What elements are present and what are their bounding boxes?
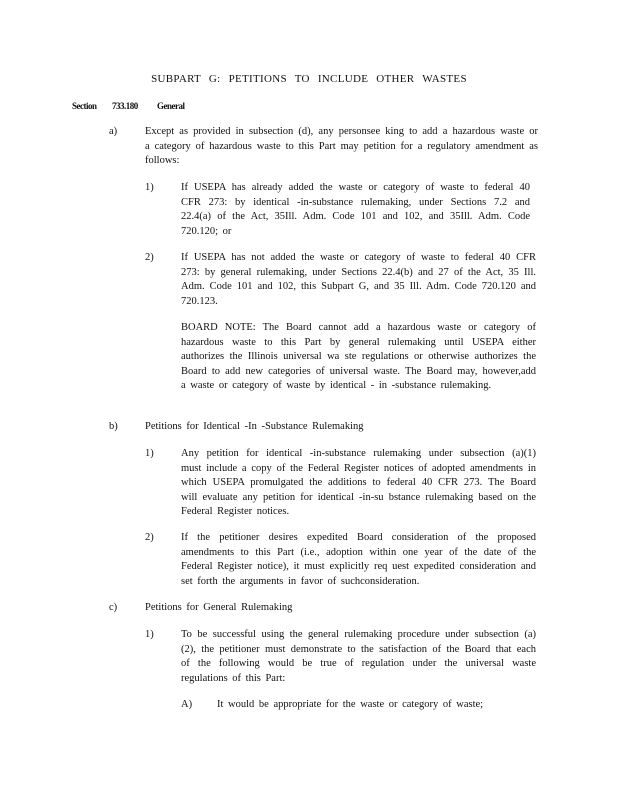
subsection-a1-marker: 1) bbox=[145, 182, 154, 193]
subsection-b1-text: Any petition for identical -in-substance rulemaking under subsection (a)(1) must include a copy of the Federal Register notices of adopted amendments in which USEPA promulgated the additions to federal 40 CFR 273. The Board will evaluate any petition for identical -in-su bstance rulemaking based on the Federal Register notices. bbox=[181, 448, 536, 517]
subsection-b1-marker: 1) bbox=[145, 448, 154, 459]
section-label: Section bbox=[72, 101, 97, 111]
subsection-b-heading: Petitions for Identical -In -Substance Rulemaking bbox=[145, 421, 364, 432]
subsection-c1-text: To be successful using the general rulemaking procedure under subsection (a)(2), the petitioner must demonstrate to the satisfaction of the Board that each of the following would be true of regulation under the universal waste regulations of this Part: bbox=[181, 629, 536, 684]
subsection-c1a-marker: A) bbox=[181, 699, 193, 710]
board-note: BOARD NOTE: The Board cannot add a hazardous waste or category of hazardous waste to this Part by general rulemaking until USEPA either authorizes the Illinois universal wa ste regulations or otherwise authorizes the Board to add new categories of universal waste. The Board may, however,add a waste or category of waste by identical - in -substance rulemaking. bbox=[181, 322, 536, 391]
subsection-a-marker: a) bbox=[109, 126, 118, 137]
subsection-b2-text: If the petitioner desires expedited Board consideration of the proposed amendments to this Part (i.e., adoption within one year of the date of the Federal Register notice), it must explicitly req uest expedited consideration and set forth the arguments in favor of suchconsideration. bbox=[181, 532, 536, 587]
subsection-c1a-text: It would be appropriate for the waste or category of waste; bbox=[217, 699, 484, 710]
subsection-a-text: Except as provided in subsection (d), any personsee king to add a hazardous waste or a category of hazardous waste to this Part may petition for a regulatory amendment as follows: bbox=[145, 126, 538, 166]
subsection-b-marker: b) bbox=[109, 421, 118, 432]
subsection-c-heading: Petitions for General Rulemaking bbox=[145, 602, 293, 613]
subsection-a2-marker: 2) bbox=[145, 252, 154, 263]
subsection-b2-marker: 2) bbox=[145, 532, 154, 543]
subsection-c-marker: c) bbox=[109, 602, 118, 613]
subsection-a2-text: If USEPA has not added the waste or category of waste to federal 40 CFR 273: by general rulemaking, under Sections 22.4(b) and 27 of the Act, 35 Ill. Adm. Code 101 and 102, this Subpart G, and 35 Ill. Adm. Code 720.120 and 720.123. bbox=[181, 252, 536, 307]
section-title: General bbox=[157, 101, 185, 111]
subpart-title: SUBPART G: PETITIONS TO INCLUDE OTHER WASTES bbox=[151, 73, 467, 85]
subsection-c1-marker: 1) bbox=[145, 629, 154, 640]
section-number: 733.180 bbox=[112, 101, 138, 111]
subsection-a1-text: If USEPA has already added the waste or category of waste to federal 40 CFR 273: by identical -in-substance rulemaking, under Sections 7.2 and 22.4(a) of the Act, 35Ill. Adm. Code 101 and 102, and 35Ill. Adm. Code 720.120; or bbox=[181, 182, 530, 237]
